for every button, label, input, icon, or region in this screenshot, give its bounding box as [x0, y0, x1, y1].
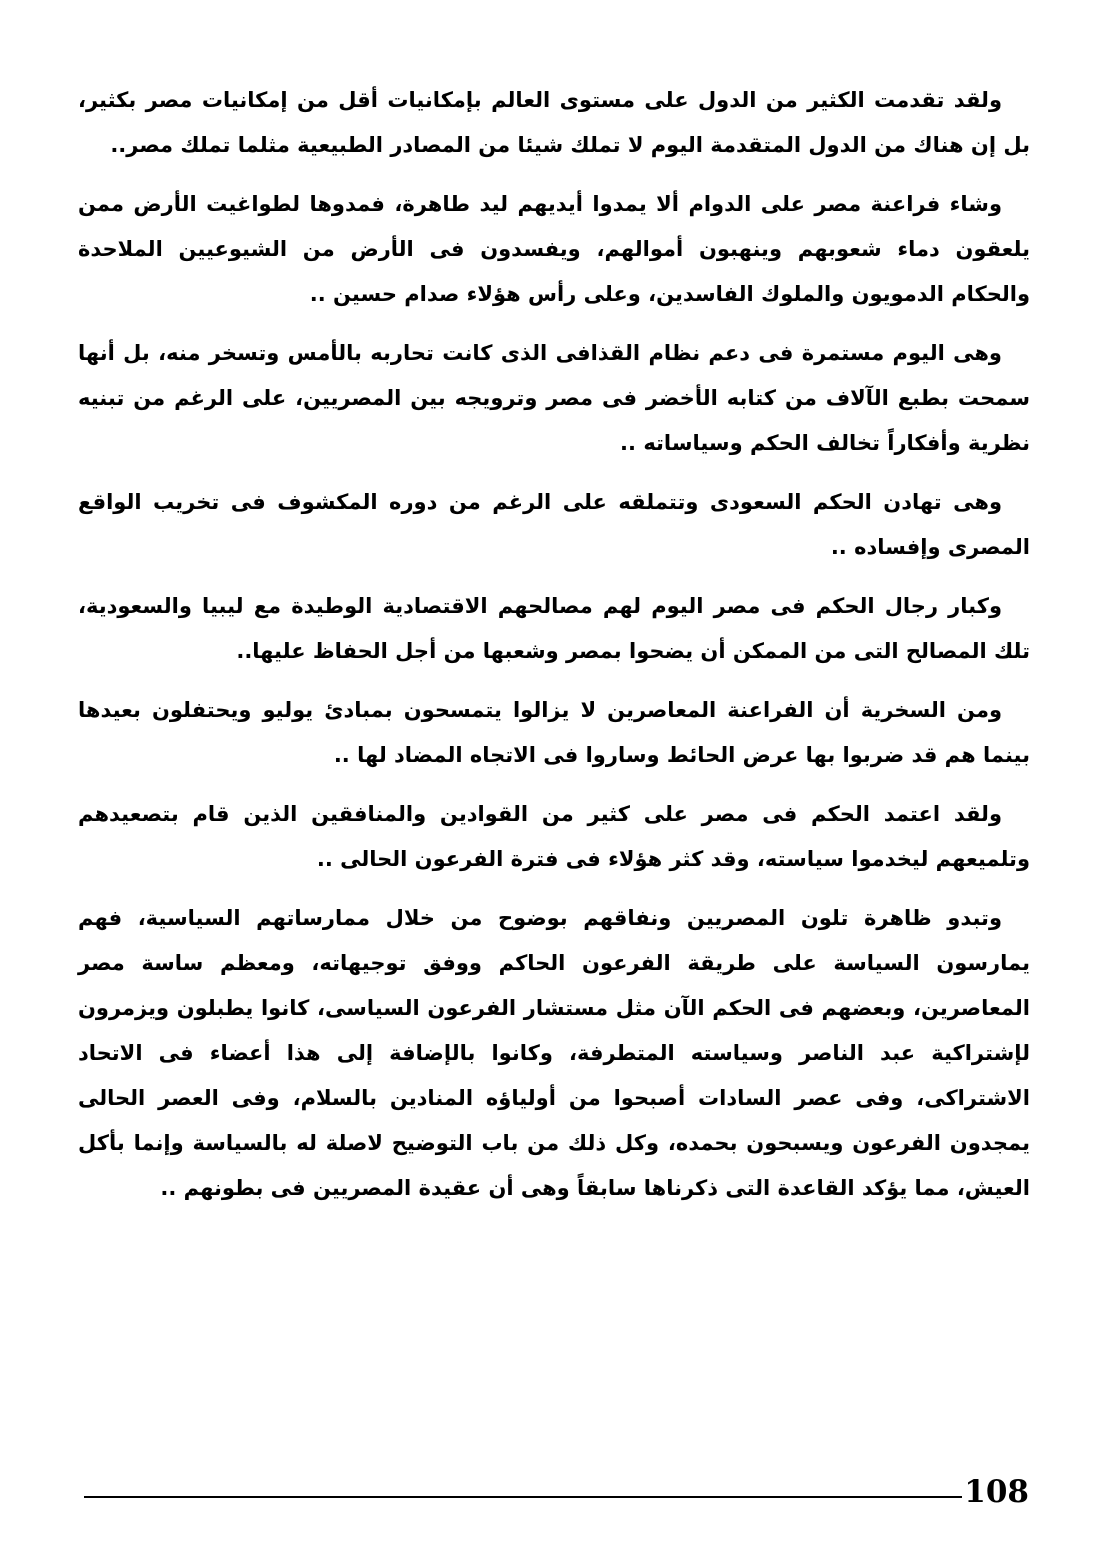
paragraph-3: وهى اليوم مستمرة فى دعم نظام القذافى الذى كانت تحاربه بالأمس وتسخر منه، بل أنها سمحت بطبع الآلاف من كتابه الأخضر فى مصر وترويجه بين المصريين، على الرغم من تبنيه نظرية وأفكاراً تخالف الحكم وسياساته ..	[78, 341, 1030, 455]
footer-rule	[84, 1496, 962, 1498]
page-number: 108	[964, 1474, 1029, 1510]
paragraph-5: وكبار رجال الحكم فى مصر اليوم لهم مصالحهم الاقتصادية الوطيدة مع ليبيا والسعودية، تلك المصالح التى من الممكن أن يضحوا بمصر وشعبها من أجل الحفاظ عليها..	[78, 594, 1030, 663]
paragraph-6: ومن السخرية أن الفراعنة المعاصرين لا يزالوا يتمسحون بمبادئ يوليو ويحتفلون بعيدها بينما هم قد ضربوا بها عرض الحائط وساروا فى الاتجاه المضاد لها ..	[78, 698, 1030, 767]
paragraph-8: وتبدو ظاهرة تلون المصريين ونفاقهم بوضوح من خلال ممارساتهم السياسية، فهم يمارسون السياسة على طريقة الفرعون الحاكم ووفق توجيهاته، ومعظم ساسة مصر المعاصرين، وبعضهم فى الحكم الآن مثل مستشار الفرعون السياسى، كانوا يطبلون ويزمرون لإشتراكية عبد الناصر وسياسته المتطرفة، وكانوا بالإضافة إلى هذا أعضاء فى الاتحاد الاشتراكى، وفى عصر السادات أصبحوا من أولياؤه المنادين بالسلام، وفى العصر الحالى يمجدون الفرعون ويسبحون بحمده، وكل ذلك من باب التوضيح لاصلة له بالسياسة وإنما بأكل العيش، مما يؤكد القاعدة التى ذكرناها سابقاً وهى أن عقيدة المصريين فى بطونهم ..	[78, 906, 1030, 1200]
paragraph-1: ولقد تقدمت الكثير من الدول على مستوى العالم بإمكانيات أقل من إمكانيات مصر بكثير، بل إن هناك من الدول المتقدمة اليوم لا تملك شيئا من المصادر الطبيعية مثلما تملك مصر..	[78, 88, 1030, 157]
paragraph-2: وشاء فراعنة مصر على الدوام ألا يمدوا أيديهم ليد طاهرة، فمدوها لطواغيت الأرض ممن يلعقون دماء شعوبهم وينهبون أموالهم، ويفسدون فى الأرض من الشيوعيين الملاحدة والحكام الدمويون والملوك الفاسدين، وعلى رأس هؤلاء صدام حسين ..	[78, 192, 1030, 306]
paragraph-4: وهى تهادن الحكم السعودى وتتملقه على الرغم من دوره المكشوف فى تخريب الواقع المصرى وإفساده ..	[78, 490, 1030, 559]
body-text	[78, 78, 1030, 1225]
page-footer	[84, 1472, 1029, 1512]
paragraph-7: ولقد اعتمد الحكم فى مصر على كثير من القوادين والمنافقين الذين قام بتصعيدهم وتلميعهم ليخدموا سياسته، وقد كثر هؤلاء فى فترة الفرعون الحالى ..	[78, 802, 1030, 871]
